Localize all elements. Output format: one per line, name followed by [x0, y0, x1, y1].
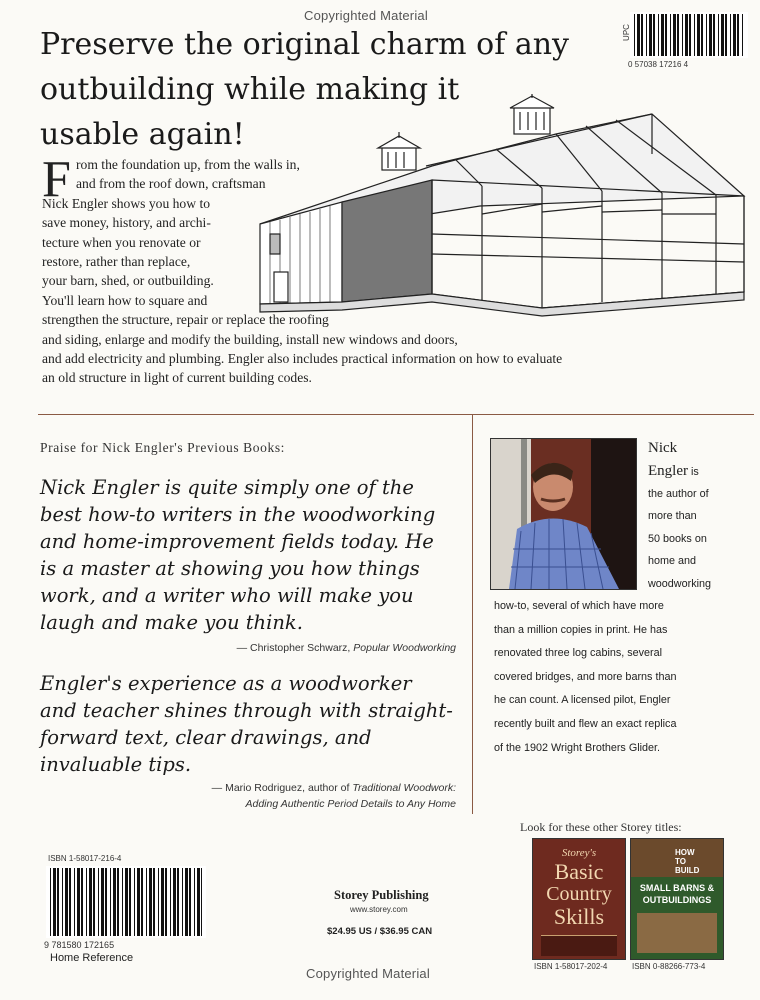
- horizontal-divider: [38, 414, 754, 415]
- description-line: save money, history, and archi-: [42, 215, 211, 231]
- book2-line3: BUILD: [675, 866, 700, 875]
- bio-line: he can count. A licensed pilot, Engler: [494, 694, 671, 707]
- quote-line: invaluable tips.: [40, 753, 192, 776]
- bio-line: renovated three log cabins, several: [494, 647, 663, 660]
- upc-label: UPC: [621, 24, 631, 41]
- quote-line: and teacher shines through with straight-: [40, 699, 453, 722]
- bio-line: recently built and flew an exact replica: [494, 718, 677, 730]
- isbn-label: ISBN 1-58017-216-4: [48, 854, 122, 863]
- description-line: rom the foundation up, from the walls in,: [76, 157, 300, 172]
- headline-line2: outbuilding while making it: [40, 72, 460, 107]
- quote-line: best how-to writers in the woodworking: [40, 503, 436, 526]
- praise-heading: Praise for Nick Engler's Previous Books:: [40, 440, 286, 455]
- bio-line: of the 1902 Wright Brothers Glider.: [494, 741, 661, 754]
- publisher-site: www.storey.com: [350, 905, 408, 914]
- book1-isbn: ISBN 1-58017-202-4: [534, 962, 608, 971]
- book-small-barns-outbuildings: [630, 838, 724, 960]
- author-photo: [490, 438, 637, 590]
- bio-line: than a million copies in print. He has: [494, 623, 668, 636]
- book1-line1: Basic: [554, 859, 604, 884]
- other-titles-heading: Look for these other Storey titles:: [520, 820, 682, 834]
- book2-cover-barn: [637, 913, 717, 953]
- author-last-name-line: [648, 462, 699, 480]
- author-name-suffix: is: [687, 466, 699, 478]
- book1-publisher: Storey's: [561, 847, 597, 859]
- book2-isbn: ISBN 0-88266-773-4: [632, 962, 706, 971]
- quote2-attribution-line2: Adding Authentic Period Details to Any Home: [245, 798, 456, 810]
- drop-cap: F: [42, 151, 71, 208]
- vertical-divider: [472, 414, 473, 814]
- category-label: Home Reference: [50, 952, 134, 964]
- book2-line5: OUTBUILDINGS: [642, 895, 712, 905]
- author-first-name: Nick: [648, 440, 678, 456]
- quote-line: is a master at showing you how things: [40, 557, 420, 580]
- isbn-barcode-digits: 9 781580 172165: [44, 940, 115, 950]
- quote-line: forward text, clear drawings, and: [40, 726, 372, 749]
- quote2-attr-title: Traditional Woodwork:: [352, 782, 456, 794]
- quote1-attr-pub: Popular Woodworking: [353, 642, 456, 654]
- book1-cover-art: [541, 935, 617, 956]
- publisher-name: Storey Publishing: [334, 888, 429, 902]
- bio-line: how-to, several of which have more: [494, 600, 664, 612]
- quote-line: Nick Engler is quite simply one of the: [40, 476, 414, 499]
- quote1-attr-name: — Christopher Schwarz,: [236, 642, 354, 654]
- description-line: and add electricity and plumbing. Engler also includes practical information on how to evaluate: [42, 351, 563, 366]
- bio-line: the author of: [648, 488, 709, 500]
- quote-line: work, and a writer who will make you: [40, 584, 414, 607]
- watermark-top: Copyrighted Material: [304, 8, 428, 23]
- quote-line: laugh and make you think.: [40, 611, 303, 634]
- quote2-attr-name: — Mario Rodriguez, author of: [211, 782, 353, 794]
- description-line: an old structure in light of current building codes.: [42, 370, 312, 386]
- book2-line2: TO: [675, 857, 686, 866]
- quote2-attribution-line1: [40, 782, 456, 794]
- author-last-name: Engler: [648, 463, 688, 479]
- description-line: Nick Engler shows you how to: [42, 195, 211, 211]
- bio-line: covered bridges, and more barns than: [494, 670, 677, 683]
- description-line: restore, rather than replace,: [42, 254, 191, 269]
- book1-line2: Country: [546, 883, 612, 905]
- quote1-attribution: [40, 642, 456, 654]
- description-line: tecture when you renovate or: [42, 234, 201, 250]
- description-line: You'll learn how to square and: [42, 292, 208, 308]
- book-basic-country-skills: [532, 838, 626, 960]
- headline-line3: usable again!: [40, 117, 245, 152]
- description-line: and from the roof down, craftsman: [76, 176, 266, 192]
- bio-line: 50 books on: [648, 532, 707, 545]
- upc-digits: 0 57038 17216 4: [628, 60, 689, 69]
- quote-line: Engler's experience as a woodworker: [40, 672, 412, 695]
- description-line: your barn, shed, or outbuilding.: [42, 273, 214, 289]
- book1-line3: Skills: [553, 904, 605, 929]
- book2-line1: HOW: [675, 848, 695, 857]
- description-line: and siding, enlarge and modify the building, install new windows and doors,: [42, 331, 458, 347]
- book2-line4: SMALL BARNS &: [639, 883, 715, 893]
- praise-quote-2: [40, 670, 453, 778]
- isbn-barcode: [46, 866, 206, 938]
- bio-line: home and: [648, 555, 697, 568]
- upc-barcode-top: [621, 12, 748, 69]
- price: $24.95 US / $36.95 CAN: [327, 926, 433, 937]
- quote-line: and home-improvement fields today. He: [40, 530, 434, 553]
- bio-line: woodworking: [648, 577, 712, 590]
- headline-line1: Preserve the original charm of any: [40, 27, 569, 62]
- barn-illustration: [256, 94, 750, 326]
- bio-line: more than: [648, 510, 697, 523]
- description-line: strengthen the structure, repair or replace the roofing: [42, 312, 329, 328]
- praise-quote-1: [40, 474, 435, 636]
- watermark-bottom: Copyrighted Material: [306, 966, 430, 981]
